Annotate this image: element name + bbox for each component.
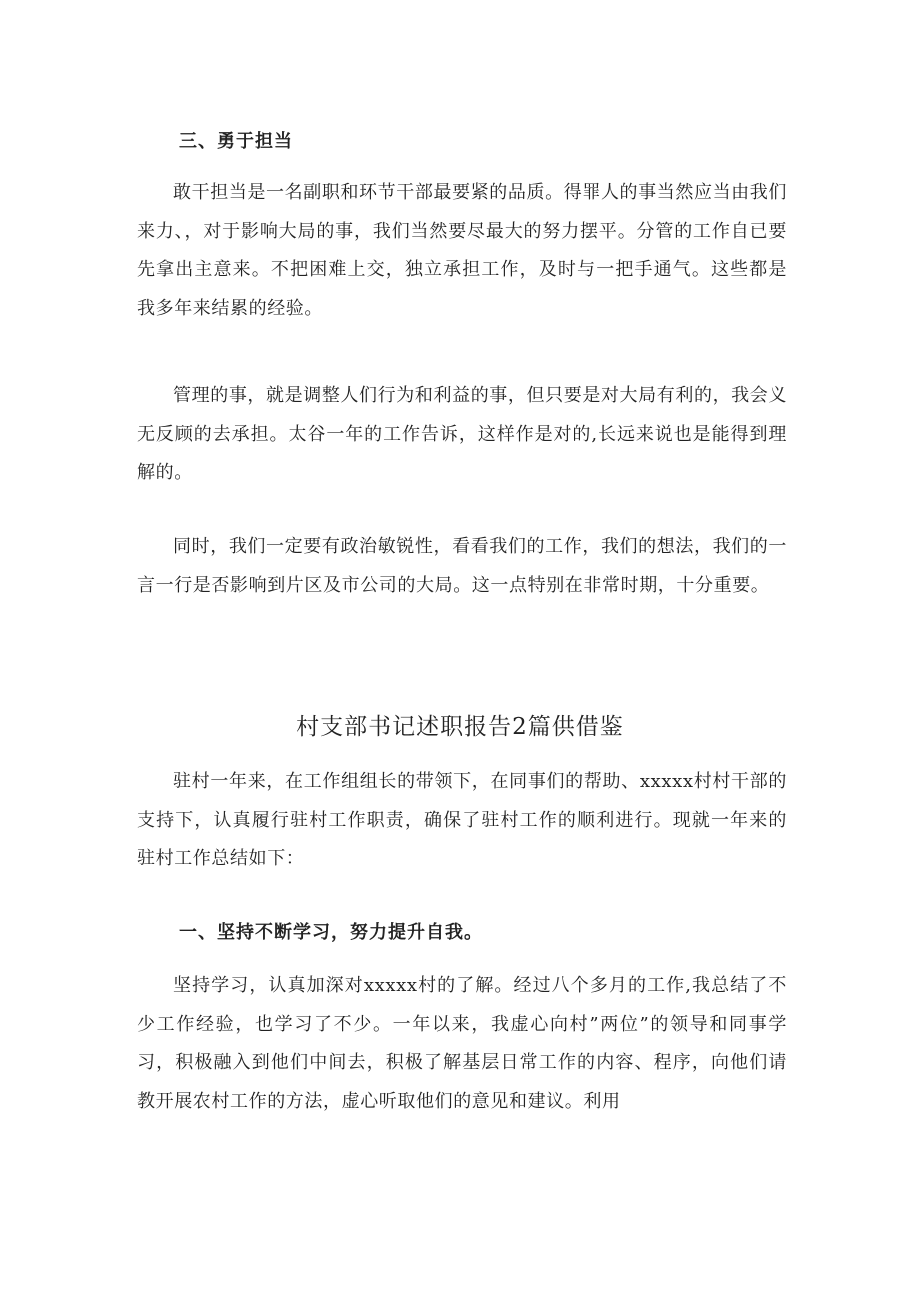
- section-heading-courage: 三、勇于担当: [179, 131, 293, 152]
- paragraph-courage-3: 同时，我们一定要有政治敏锐性，看看我们的工作，我们的想法，我们的一言一行是否影响到片区及市公司的大局。这一点特别在非常时期，十分重要。: [137, 536, 787, 596]
- paragraph-intro: 驻村一年来，在工作组组长的带领下，在同事们的帮助、xxxxx村村干部的支持下，认真履行驻村工作职责，确保了驻村工作的顺利进行。现就一年来的驻村工作总结如下：: [137, 771, 787, 869]
- report-title: 村支部书记述职报告2篇供借鉴: [296, 714, 624, 740]
- paragraph-courage-1: 敢干担当是一名副职和环节干部最要紧的品质。得罪人的事当然应当由我们来力、，对于影响大局的事，我们当然要尽最大的努力摆平。分管的工作自已要先拿出主意来。不把困难上交，独立承担工作，及时与一把手通气。这些都是我多年来结累的经验。: [137, 182, 787, 319]
- section-heading-learning: 一、坚持不断学习，努力提升自我。: [179, 922, 483, 943]
- paragraph-courage-2: 管理的事，就是调整人们行为和利益的事，但只要是对大局有利的，我会义无反顾的去承担。太谷一年的工作告诉，这样作是对的,长远来说也是能得到理解的。: [137, 385, 787, 483]
- paragraph-learning: 坚持学习，认真加深对xxxxx村的了解。经过八个多月的工作,我总结了不少工作经验，也学习了不少。一年以来，我虚心向村”两位”的领导和同事学习，积极融入到他们中间去，积极了解基层日常工作的内容、程序，向他们请教开展农村工作的方法，虚心听取他们的意见和建议。利用: [137, 975, 787, 1112]
